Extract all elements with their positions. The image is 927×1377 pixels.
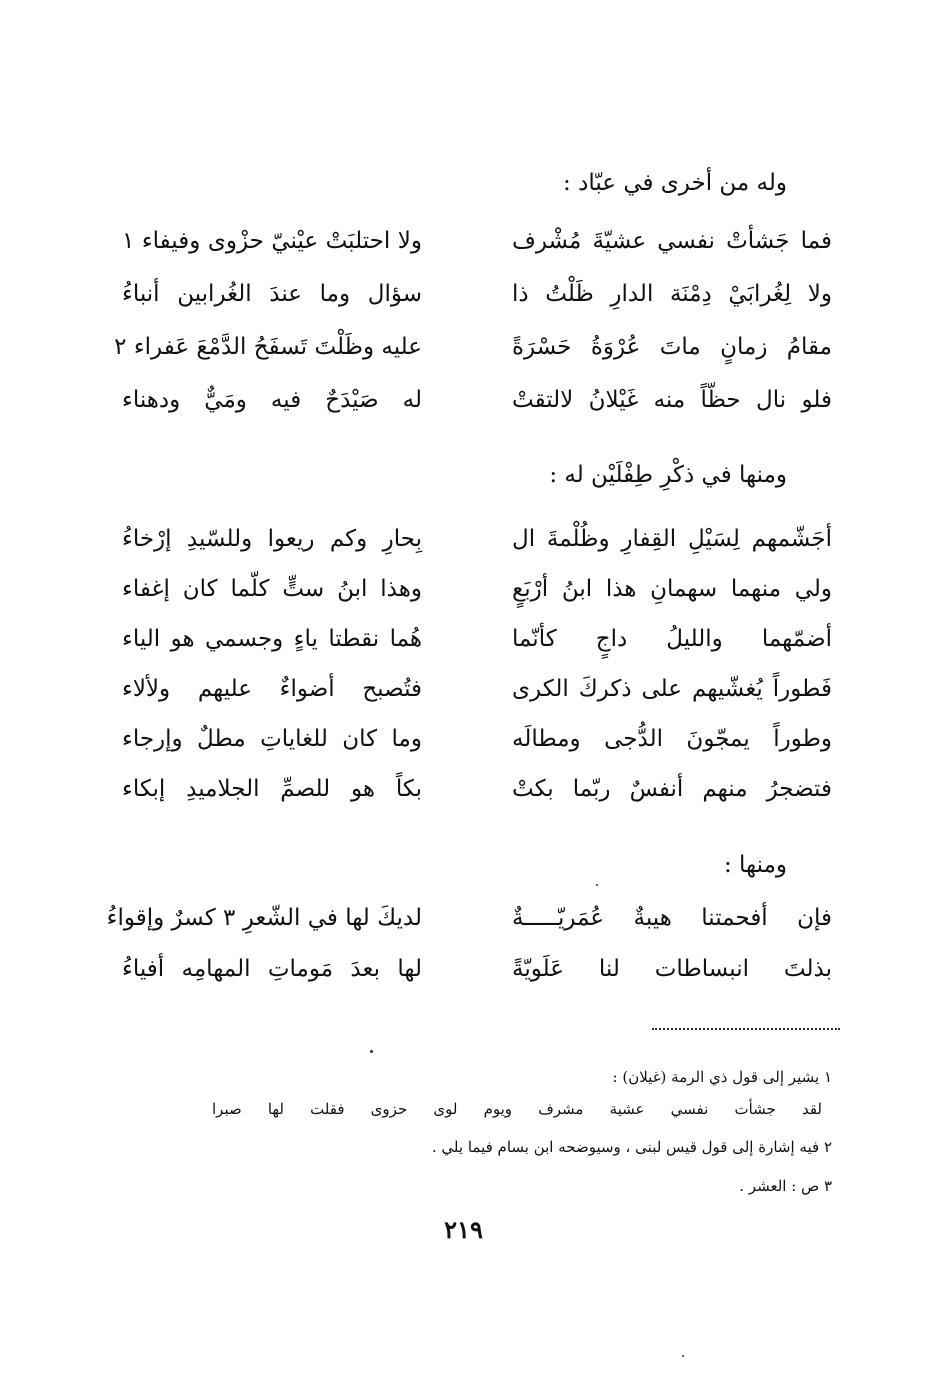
section-heading: ومنها في ذكْرِ طِفْلَيْن له : xyxy=(549,462,787,488)
footnote: ٣ ص : العشر . xyxy=(739,1177,832,1195)
verse-second-hemistich: بِحارِ وكم ريعوا وللسّيدِ إرْخاءُ xyxy=(122,526,422,552)
verse-first-hemistich: مقامُ زمانٍ ماتَ عُرْوَةُ حَسْرَةً xyxy=(512,334,832,360)
section-heading: وله من أخرى في عبّاد : xyxy=(563,170,787,196)
verse-second-hemistich: فتُصبح أضواءٌ عليهم ولألاء xyxy=(122,676,422,702)
footnote: ٢ فيه إشارة إلى قول قيس لبنى ، وسيوضحه ابن بسام فيما يلي . xyxy=(431,1138,832,1156)
footnote-quoted-verse: لقد جشأت نفسي عشية مشرف ويوم لوى حزوى فقلت لها صبرا xyxy=(212,1100,822,1118)
verse-line xyxy=(87,626,832,666)
scan-speck xyxy=(682,1355,684,1357)
verse-line xyxy=(87,576,832,616)
verse-first-hemistich: فما جَشأتْ نفسي عشيّةَ مُشْرف xyxy=(512,228,832,254)
verse-line xyxy=(87,526,832,566)
footnote-divider xyxy=(652,1028,840,1030)
page-number: ٢١٩ xyxy=(444,1215,483,1244)
verse-second-hemistich: عليه وظَلْتَ تَسفَحُ الدَّمْعَ عَفراء ٢ xyxy=(114,334,422,360)
scan-speck xyxy=(370,1050,373,1053)
verse-first-hemistich: فَطوراً يُغشّيهم على ذكركَ الكرى xyxy=(512,676,832,702)
verse-first-hemistich: أجَشّمهم لِسَيْلِ القِفارِ وظُلْمةَ ال xyxy=(512,526,832,552)
verse-first-hemistich: أضمّهما والليلُ داجٍ كأنّما xyxy=(512,626,832,652)
verse-first-hemistich: وطوراً يمجّونَ الدُّجى ومطالَه xyxy=(512,726,832,752)
verse-first-hemistich: ولي منهما سهمانِ هذا ابنُ أرْبَعٍ xyxy=(512,576,832,602)
verse-second-hemistich: وما كان للغاياتِ مطلٌ وإرجاء xyxy=(122,726,422,752)
verse-first-hemistich: فلو نال حظّاً منه غَيْلانُ لالتقتْ xyxy=(512,387,832,413)
verse-second-hemistich: لديكَ لها في الشّعرِ ٣ كسرٌ وإقواءُ xyxy=(106,905,422,931)
verse-second-hemistich: هُما نقطتا ياءٍ وجسمي هو الياء xyxy=(122,626,422,652)
verse-line xyxy=(87,387,832,427)
verse-second-hemistich: بكاً هو للصمِّ الجلاميدِ إبكاء xyxy=(122,776,422,802)
verse-first-hemistich: فتضجرُ منهم أنفسٌ ربّما بكتْ xyxy=(512,776,832,802)
verse-first-hemistich: بذلتَ انبساطات لنا عَلَويّةً xyxy=(512,956,832,982)
verse-line xyxy=(87,905,832,945)
verse-line xyxy=(87,676,832,716)
verse-line xyxy=(87,726,832,766)
verse-second-hemistich: ولا احتلبَتْ عيْنيّ حزْوى وفيفاء ١ xyxy=(122,228,422,254)
verse-second-hemistich: سؤال وما عندَ الغُرابين أنباءُ xyxy=(122,281,422,307)
footnote: ١ يشير إلى قول ذي الرمة (غيلان) : xyxy=(612,1068,832,1086)
verse-line xyxy=(87,776,832,816)
section-heading: ومنها : xyxy=(723,852,787,878)
verse-second-hemistich: وهذا ابنُ ستٍّ كلّما كان إغفاء xyxy=(122,576,422,602)
verse-line xyxy=(87,956,832,996)
verse-first-hemistich: ولا لِغُرابَيْ دِمْنَة الدارِ ظَلْتُ ذا xyxy=(512,281,832,307)
verse-line xyxy=(87,334,832,374)
verse-first-hemistich: فإن أفحمتنا هيبةٌ عُمَريّـــــةٌ xyxy=(512,905,832,931)
scan-speck xyxy=(596,884,598,886)
verse-line xyxy=(87,228,832,268)
verse-second-hemistich: له صَيْدَحٌ فيه ومَيٌّ ودهناء xyxy=(122,387,422,413)
verse-line xyxy=(87,281,832,321)
verse-second-hemistich: لها بعدَ مَوماتِ المهامِه أفياءُ xyxy=(122,956,422,982)
